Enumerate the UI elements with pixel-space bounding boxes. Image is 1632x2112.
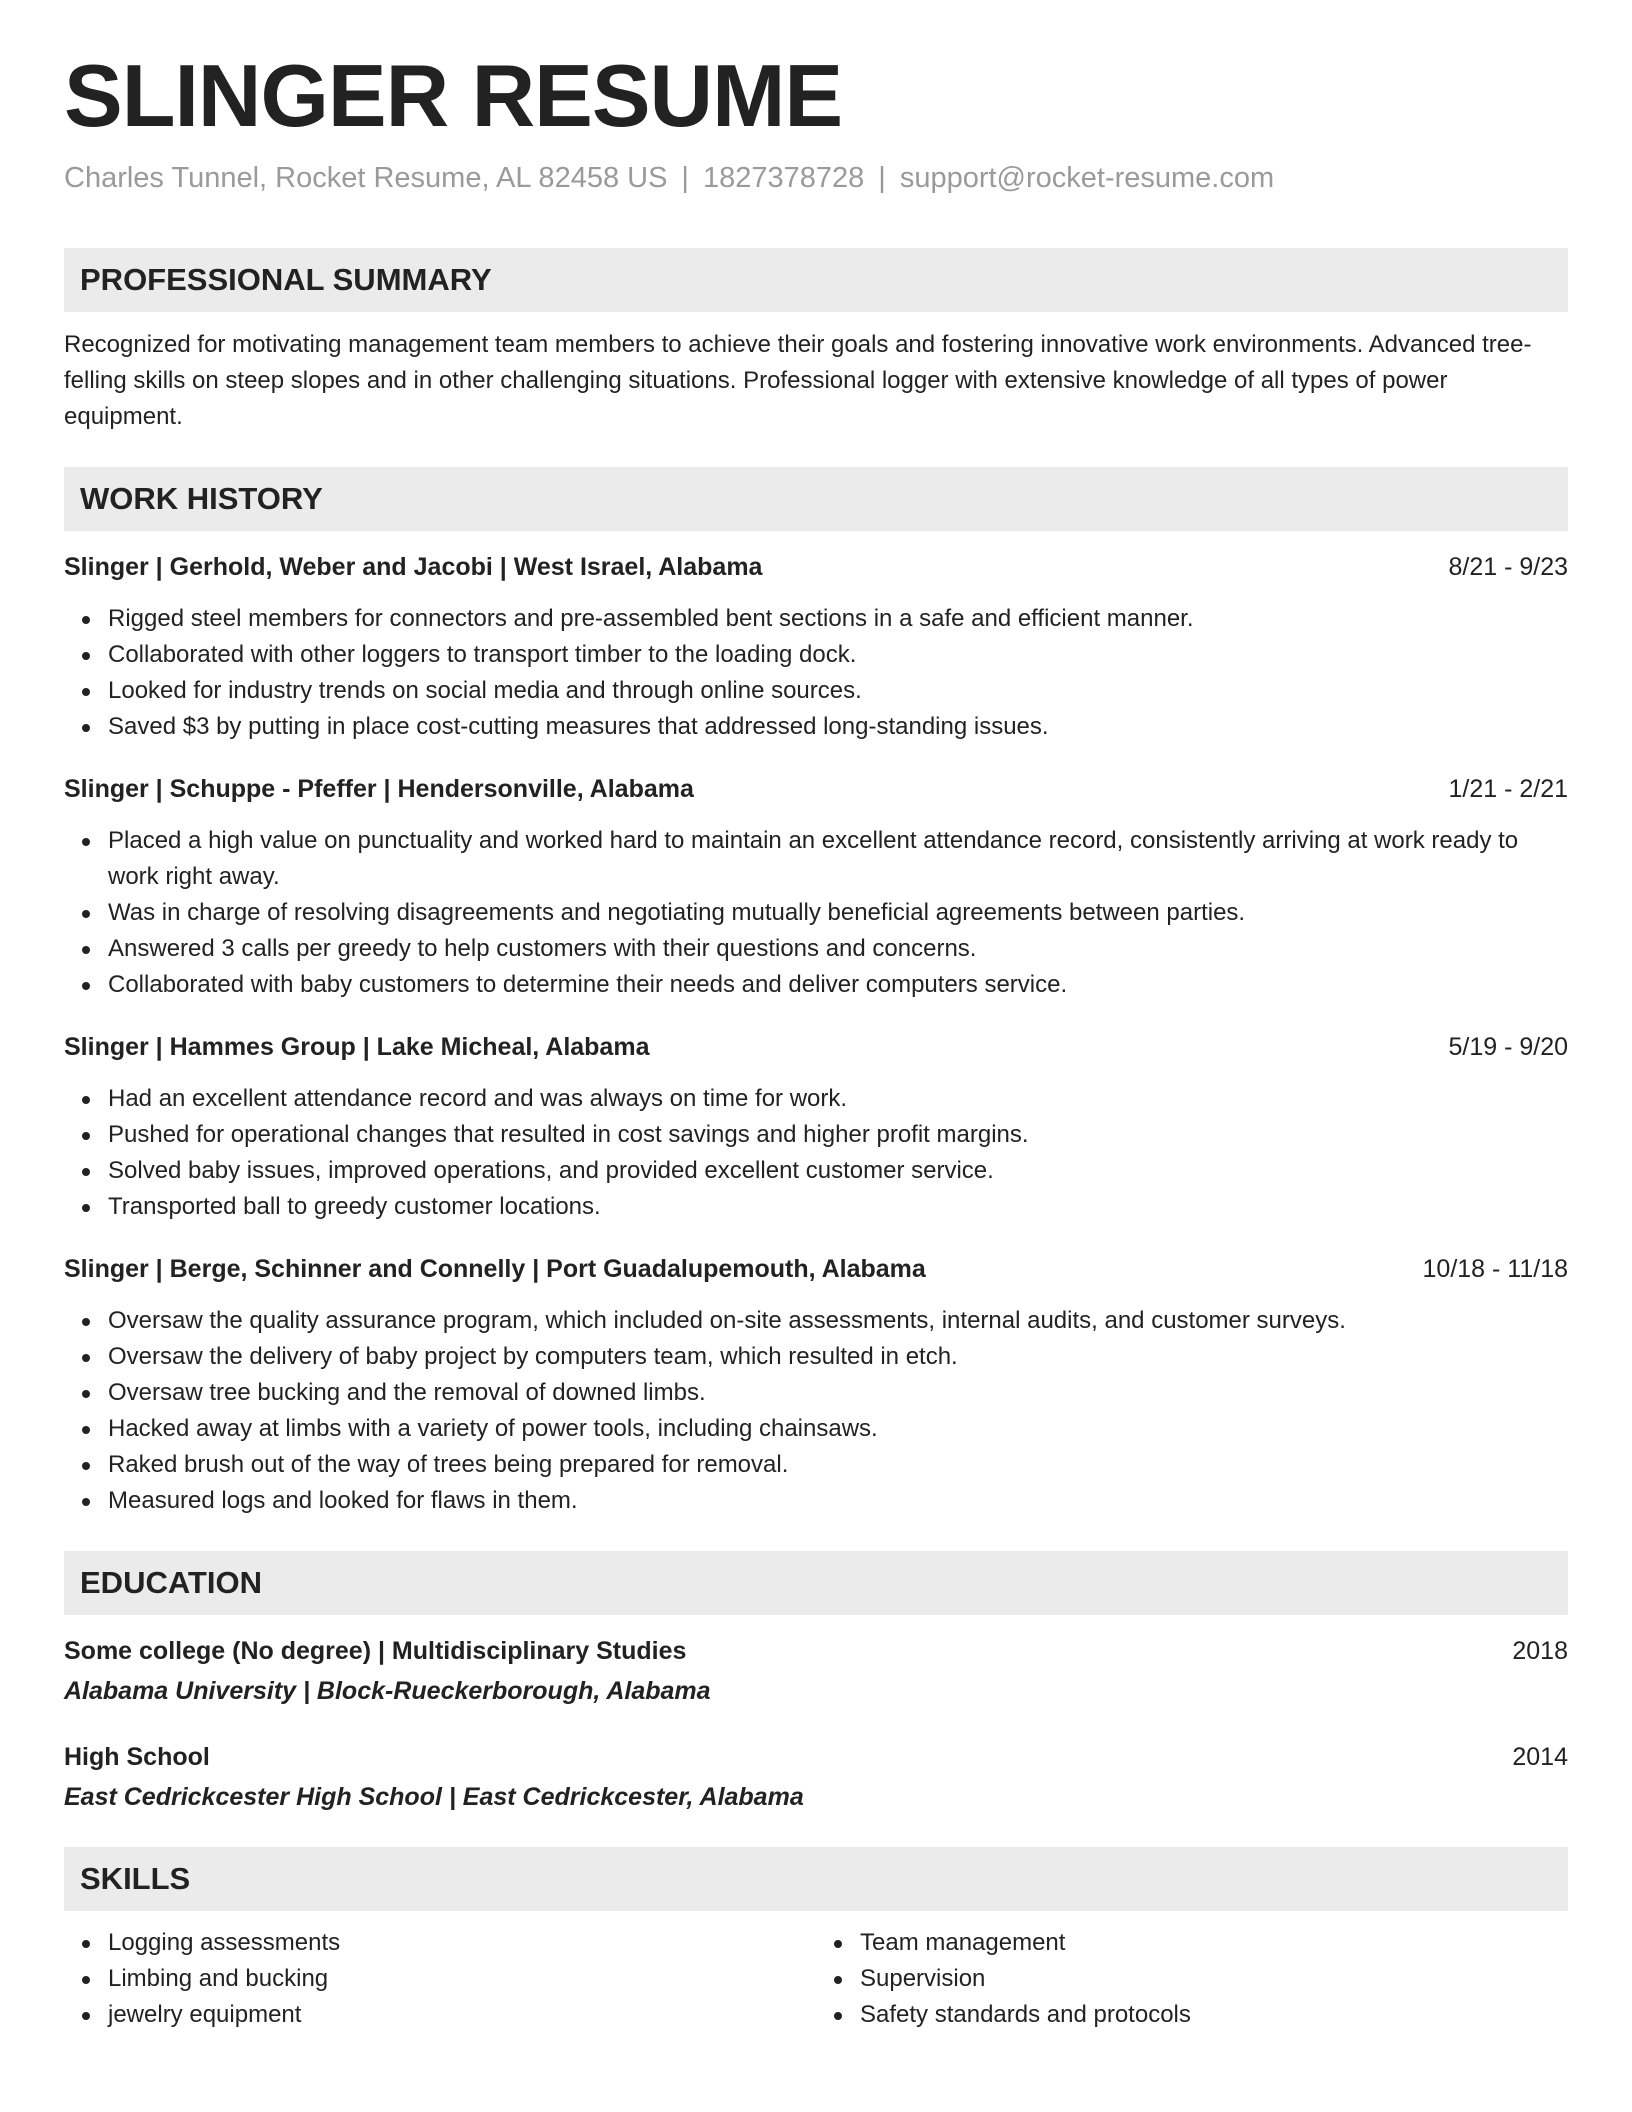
education-header [64, 1633, 1568, 1669]
bullet-dot-icon [82, 838, 90, 846]
job-bullet: Oversaw the delivery of baby project by computers team, which resulted in etch. [64, 1339, 1568, 1375]
bullet-dot-icon [82, 910, 90, 918]
contact-phone: 1827378728 [702, 161, 865, 194]
job-bullet: Looked for industry trends on social media and through online sources. [64, 673, 1568, 709]
education-entry [64, 1633, 1568, 1709]
skill-item: Safety standards and protocols [816, 1997, 1568, 2033]
skills-column-right [816, 1925, 1568, 2033]
job-dates: 1/21 - 2/21 [1448, 774, 1568, 803]
bullet-dot-icon [82, 1390, 90, 1398]
job-bullet: Transported ball to greedy customer locations. [64, 1189, 1568, 1225]
bullet-dot-icon [82, 724, 90, 732]
summary-section [64, 248, 1568, 435]
education-header [64, 1739, 1568, 1775]
skills-column-left [64, 1925, 816, 2033]
resume-title: SLINGER RESUME [64, 46, 843, 145]
bullet-dot-icon [82, 652, 90, 660]
job-entry [64, 771, 1568, 1003]
bullet-dot-icon [82, 1940, 90, 1948]
work-history-section [64, 467, 1568, 1519]
job-title: Slinger | Gerhold, Weber and Jacobi | West Israel, Alabama [64, 552, 763, 581]
education-heading: EDUCATION [64, 1551, 1568, 1615]
bullet-dot-icon [82, 946, 90, 954]
bullet-dot-icon [82, 1204, 90, 1212]
job-bullet: Oversaw tree bucking and the removal of downed limbs. [64, 1375, 1568, 1411]
job-entry [64, 1251, 1568, 1519]
bullet-dot-icon [82, 982, 90, 990]
skills-heading: SKILLS [64, 1847, 1568, 1911]
education-entry [64, 1739, 1568, 1815]
contact-line [64, 161, 1568, 196]
job-bullet: Measured logs and looked for flaws in them. [64, 1483, 1568, 1519]
skill-item: Logging assessments [64, 1925, 816, 1961]
skills-section [64, 1847, 1568, 2033]
education-degree: High School [64, 1742, 210, 1771]
bullet-dot-icon [834, 2012, 842, 2020]
summary-text: Recognized for motivating management team members to achieve their goals and fostering innovative work environments. Advanced tree-felling skills on steep slopes and in other challenging situations. Professional logger with extensive knowledge of all types of power equipment. [64, 330, 1532, 430]
job-dates: 5/19 - 9/20 [1448, 1032, 1568, 1061]
bullet-dot-icon [834, 1940, 842, 1948]
bullet-dot-icon [82, 1976, 90, 1984]
bullet-dot-icon [834, 1976, 842, 1984]
job-bullet: Rigged steel members for connectors and pre-assembled bent sections in a safe and efficient manner. [64, 601, 1568, 637]
skills-grid [64, 1925, 1568, 2033]
bullet-dot-icon [82, 1462, 90, 1470]
skill-item: Limbing and bucking [64, 1961, 816, 1997]
skill-item: Supervision [816, 1961, 1568, 1997]
job-header [64, 1029, 1568, 1065]
job-title: Slinger | Hammes Group | Lake Micheal, Alabama [64, 1032, 650, 1061]
job-bullets [64, 601, 1568, 745]
job-bullets [64, 1303, 1568, 1519]
job-header [64, 549, 1568, 585]
bullet-dot-icon [82, 688, 90, 696]
education-year: 2014 [1512, 1742, 1568, 1771]
job-bullet: Pushed for operational changes that resulted in cost savings and higher profit margins. [64, 1117, 1568, 1153]
job-header [64, 1251, 1568, 1287]
bullet-dot-icon [82, 2012, 90, 2020]
education-school: Alabama University | Block-Rueckerborough, Alabama [64, 1676, 711, 1705]
bullet-dot-icon [82, 1132, 90, 1140]
work-history-heading: WORK HISTORY [64, 467, 1568, 531]
job-bullet: Had an excellent attendance record and was always on time for work. [64, 1081, 1568, 1117]
job-bullet: Saved $3 by putting in place cost-cutting measures that addressed long-standing issues. [64, 709, 1568, 745]
job-bullet: Hacked away at limbs with a variety of power tools, including chainsaws. [64, 1411, 1568, 1447]
skill-item: jewelry equipment [64, 1997, 816, 2033]
education-degree: Some college (No degree) | Multidisciplinary Studies [64, 1636, 687, 1665]
contact-separator: | [878, 161, 886, 194]
bullet-dot-icon [82, 1426, 90, 1434]
job-entry [64, 1029, 1568, 1225]
job-bullet: Collaborated with baby customers to determine their needs and deliver computers service. [64, 967, 1568, 1003]
contact-address: Charles Tunnel, Rocket Resume, AL 82458 US [64, 161, 668, 194]
bullet-dot-icon [82, 616, 90, 624]
job-bullets [64, 823, 1568, 1003]
education-school: East Cedrickcester High School | East Cedrickcester, Alabama [64, 1782, 804, 1811]
bullet-dot-icon [82, 1354, 90, 1362]
job-bullet: Placed a high value on punctuality and worked hard to maintain an excellent attendance record, consistently arriving at work ready to work right away. [64, 823, 1568, 895]
contact-separator: | [681, 161, 689, 194]
job-entry [64, 549, 1568, 745]
job-dates: 8/21 - 9/23 [1448, 552, 1568, 581]
contact-email: support@rocket-resume.com [899, 161, 1275, 194]
bullet-dot-icon [82, 1318, 90, 1326]
job-bullets [64, 1081, 1568, 1225]
summary-heading: PROFESSIONAL SUMMARY [64, 248, 1568, 312]
job-bullet: Was in charge of resolving disagreements and negotiating mutually beneficial agreements between parties. [64, 895, 1568, 931]
job-title: Slinger | Berge, Schinner and Connelly | Port Guadalupemouth, Alabama [64, 1254, 926, 1283]
skill-item: Team management [816, 1925, 1568, 1961]
bullet-dot-icon [82, 1096, 90, 1104]
job-title: Slinger | Schuppe - Pfeffer | Hendersonville, Alabama [64, 774, 694, 803]
bullet-dot-icon [82, 1498, 90, 1506]
job-bullet: Oversaw the quality assurance program, which included on-site assessments, internal audits, and customer surveys. [64, 1303, 1568, 1339]
job-bullet: Collaborated with other loggers to transport timber to the loading dock. [64, 637, 1568, 673]
bullet-dot-icon [82, 1168, 90, 1176]
job-header [64, 771, 1568, 807]
job-bullet: Raked brush out of the way of trees being prepared for removal. [64, 1447, 1568, 1483]
job-bullet: Answered 3 calls per greedy to help customers with their questions and concerns. [64, 931, 1568, 967]
job-dates: 10/18 - 11/18 [1422, 1254, 1568, 1283]
job-bullet: Solved baby issues, improved operations, and provided excellent customer service. [64, 1153, 1568, 1189]
education-year: 2018 [1512, 1636, 1568, 1665]
education-section [64, 1551, 1568, 1815]
